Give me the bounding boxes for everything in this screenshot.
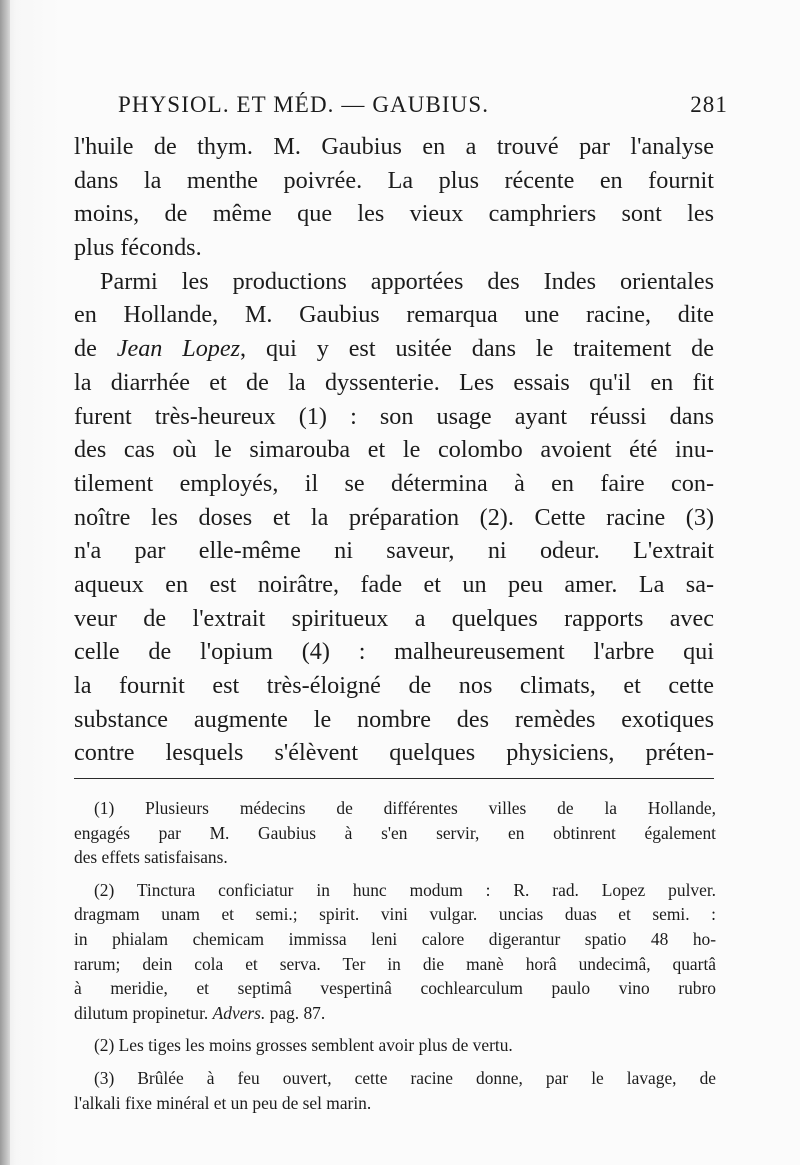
text-line: l'huile de thym. M. Gaubius en a trouvé par l'analyse xyxy=(74,133,714,160)
italic-name: Jean Lopez xyxy=(116,335,241,363)
main-text xyxy=(74,130,714,770)
footnote xyxy=(74,878,716,1026)
footnote-line: l'alkali fixe minéral et un peu de sel marin. xyxy=(74,1092,372,1113)
footnotes xyxy=(74,796,716,1123)
text-line xyxy=(74,332,714,366)
footnote-line: (3) Brûlée à feu ouvert, cette racine donne, par le lavage, de xyxy=(94,1067,716,1088)
page-number: 281 xyxy=(690,92,728,117)
footnote-line: des effets satisfaisans. xyxy=(74,847,228,868)
footnote-line: dragmam unam et semi.; spirit. vini vulgar. uncias duas et semi. : xyxy=(74,904,716,925)
text-line: tilement employés, il se détermina à en faire con- xyxy=(74,469,714,497)
footnote xyxy=(74,1066,716,1115)
text-fragment: de xyxy=(74,335,97,363)
text-line: celle de l'opium (4) : malheureusement l'arbre qui xyxy=(74,638,714,666)
paragraph-start-line: Parmi les productions apportées des Indes orientales xyxy=(100,267,714,295)
footnote-line: engagés par M. Gaubius à s'en servir, en obtinrent également xyxy=(74,822,716,843)
text-fragment: , qui y est usitée dans le traitement de xyxy=(240,335,715,363)
text-line: contre lesquels s'élèvent quelques physiciens, préten- xyxy=(74,739,714,767)
text-line: en Hollande, M. Gaubius remarqua une racine, dite xyxy=(74,301,714,329)
text-line: la fournit est très-éloigné de nos climats, et cette xyxy=(74,672,714,699)
text-line: substance augmente le nombre des remèdes exotiques xyxy=(74,705,714,733)
page-gutter-shadow xyxy=(0,0,10,1165)
text-line: des cas où le simarouba et le colombo avoient été inu- xyxy=(74,436,714,464)
italic-reference: Advers. xyxy=(212,1002,266,1023)
footnote-line: (2) Tinctura conficiatur in hunc modum : R. rad. Lopez pulver. xyxy=(94,879,716,900)
text-line: la diarrhée et de la dyssenterie. Les essais qu'il en fit xyxy=(74,368,714,396)
footnote-line: rarum; dein cola et serva. Ter in die manè horâ undecimâ, quartâ xyxy=(74,953,716,974)
footnote xyxy=(74,796,716,870)
text-line: n'a par elle-même ni saveur, ni odeur. L'extrait xyxy=(74,537,714,565)
running-header xyxy=(118,92,728,128)
footnote-line: (1) Plusieurs médecins de différentes villes de la Hollande, xyxy=(94,798,716,818)
footnote-separator xyxy=(74,778,714,779)
text-line: dans la menthe poivrée. La plus récente en fournit xyxy=(74,166,714,194)
text-line: veur de l'extrait spiritueux a quelques rapports avec xyxy=(74,604,714,632)
footnote-line: in phialam chemicam immissa leni calore digerantur spatio 48 ho- xyxy=(74,928,716,949)
text-line: aqueux en est noirâtre, fade et un peu amer. La sa- xyxy=(74,570,714,598)
running-title: PHYSIOL. ET MÉD. — GAUBIUS. xyxy=(118,92,490,117)
text-line: moins, de même que les vieux camphriers sont les xyxy=(74,200,714,228)
footnote xyxy=(74,1033,716,1058)
text-line: noître les doses et la préparation (2). Cette racine (3) xyxy=(74,503,714,531)
footnote-line: à meridie, et septimâ vespertinâ cochlearculum paulo vino rubro xyxy=(74,978,716,999)
footnote-line xyxy=(74,1001,716,1026)
footnote-line: (2) Les tiges les moins grosses semblent avoir plus de vertu. xyxy=(94,1035,513,1056)
text-line: plus féconds. xyxy=(74,234,202,262)
text-fragment: pag. 87. xyxy=(269,1002,326,1023)
text-fragment: dilutum propinetur. xyxy=(74,1002,209,1023)
text-line: furent très-heureux (1) : son usage ayant réussi dans xyxy=(74,402,714,430)
